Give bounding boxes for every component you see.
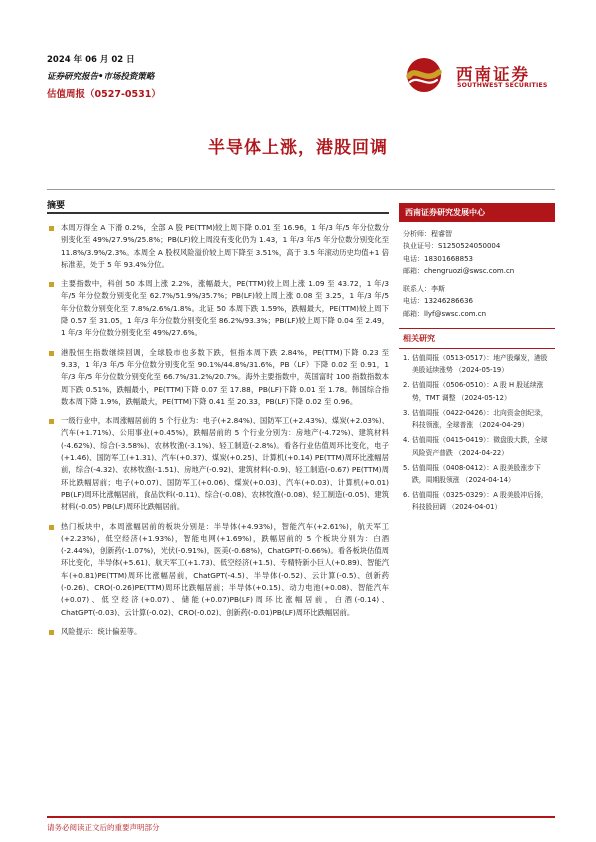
research-center-heading: 西南证券研究发展中心 xyxy=(399,203,555,222)
item-text: 估值周报（0408-0412）：A 股美股涨步下跌，周期股领涨 （2024-04-14） xyxy=(412,463,541,484)
item-text: 估值周报（0506-0510）：A 股 H 股延续涨势，TMT 调整 （2024-05-12） xyxy=(412,381,544,402)
abstract-underline xyxy=(47,212,389,214)
item-text: 估值周报（0415-0419）：微盘股大跌，全球风险资产普跌 （2024-04-22） xyxy=(412,436,548,457)
email-label: 邮箱： xyxy=(403,309,424,318)
cert-row xyxy=(403,240,551,252)
analyst-phone: 18301668853 xyxy=(424,254,473,263)
summary-text: 港股恒生指数继续回调，全球股市也多数下跌，恒指本周下跌 2.84%，PE(TTM)下降 0.23 至 9.33，1 年/3 年/5 年分位数分别变化至 90.1%/44.8%/31.6%，PB（LF）下降 0.02 至 0.91，1 年/3 年/5 年分位数分别变化至 66.7%/31.2%/20.7%。海外主要指数中，英国富时 100 指数指数本周下跌 0.51%，跌幅最小，PE(TTM)下降 0.07 至 17.88，PB(LF)下降 0.01 至 1.78。韩国综合指数本周下降 1.9%，跌幅最大，PE(TTM)下降 0.41 至 20.33，PB(LF)下降 0.02 至 0.96。 xyxy=(61,347,389,406)
analyst-email[interactable]: chengruozi@swsc.com.cn xyxy=(424,266,515,275)
summary-item xyxy=(47,222,389,271)
contact-email[interactable]: llyf@swsc.com.cn xyxy=(424,309,487,318)
analyst-email-row xyxy=(403,265,551,277)
company-logo xyxy=(404,55,564,95)
summary-item xyxy=(47,521,389,619)
footer-disclaimer: 请务必阅读正文后的重要声明部分 xyxy=(47,823,160,832)
analyst-info xyxy=(399,222,555,322)
logo-text-en: SOUTHWEST SECURITIES xyxy=(457,82,548,89)
summary-item xyxy=(47,626,389,638)
analyst-label: 分析师： xyxy=(403,230,431,238)
summary-item xyxy=(47,347,389,408)
contact-email-row xyxy=(403,308,551,320)
item-text: 估值周报（0325-0329）：A 股美股冲后扬，科技股回调 （2024-04-01） xyxy=(412,491,548,512)
contact-name: 李斯 xyxy=(431,285,445,294)
sidebar xyxy=(399,203,555,517)
related-research-list xyxy=(399,349,555,513)
email-label: 邮箱： xyxy=(403,266,424,275)
page-title: 半导体上涨，港股回调 xyxy=(208,138,388,158)
summary-item xyxy=(47,278,389,339)
contact-row xyxy=(403,283,551,295)
item-text: 估值周报（0422-0426）：北向资金创纪录，科技领涨，全球普涨 （2024-04-29） xyxy=(412,408,548,430)
related-research-item[interactable] xyxy=(403,352,551,376)
summary-text: 主要指数中，科创 50 本周上涨 2.2%，涨幅最大，PE(TTM)较上周上涨 1.09 至 43.72，1 年/3 年/5 年分位数分别变化至 62.7%/51.9%/35.7%；PB(LF)较上周上涨 0.08 至 3.25，1 年/3 年/5 年分位数分别变化至 7.8%/2.6%/1.8%。北证 50 本周下跌 1.59%，跌幅最大，PE(TTM)较上周下降 0.57 至 31.05，1 年/3 年分位数分别变化至 86.2%/93.3%；PB(LF)较上周下降 0.04 至 2.49，1 年/3 年分位数分别变化至 49%/27.6%。 xyxy=(61,279,389,338)
phone-label: 电话： xyxy=(403,254,424,263)
analyst-row xyxy=(403,228,551,240)
analyst-name: 程睿智 xyxy=(431,230,452,238)
item-number: 2. xyxy=(403,381,410,390)
bullet-square-icon xyxy=(49,630,54,635)
bullet-square-icon xyxy=(49,282,54,287)
contact-label: 联系人： xyxy=(403,285,431,294)
footer-divider xyxy=(47,816,555,818)
title-divider xyxy=(47,189,555,190)
contact-phone-row xyxy=(403,295,551,307)
related-research-item[interactable] xyxy=(403,489,551,513)
item-number: 4. xyxy=(403,436,410,445)
related-research-heading: 相关研究 xyxy=(399,328,555,349)
related-research-item[interactable] xyxy=(403,434,551,458)
related-research-item[interactable] xyxy=(403,462,551,486)
summary-list xyxy=(47,222,389,645)
abstract-heading: 摘要 xyxy=(47,201,66,211)
logo-mark-icon xyxy=(404,55,444,95)
item-number: 5. xyxy=(403,463,410,472)
phone-label: 电话： xyxy=(403,297,424,306)
report-type: 证券研究报告•市场投资策略 xyxy=(47,72,155,82)
contact-phone: 13246286636 xyxy=(424,297,473,306)
logo-text-cn: 西南证券 xyxy=(456,65,530,84)
summary-text: 热门板块中，本周涨幅居前的板块分别是：半导体(+4.93%)，智能汽车(+2.61%)，航天军工(+2.23%)，低空经济(+1.93%)，智能电网(+1.69%)，跌幅居前的 5 个板块分别为：白酒(-2.44%)，创新药(-1.07%)，光伏(-0.91%)，医美(-0.68%)，ChatGPT(-0.66%)。看各板块估值周环比变化，半导体(+5.61)、航天军工(+1.73)、低空经济(+1.5)、专精特新小巨人(+0.89)、智能汽车(+0.81)PE(TTM)周环比涨幅居前，ChatGPT(-4.5)、半导体(-0.52)、云计算(-0.5)、创新药(-0.26)、CRO(-0.26)PE(TTM)周环比跌幅居前；半导体(+0.15)、动力电池(+0.08)、智能汽车(+0.07)、低空经济(+0.07)、储能(+0.07)PB(LF)周环比涨幅居前，白酒(-0.14)、ChatGPT(-0.03)、云计算(-0.02)、CRO(-0.02)、创新药(-0.01)PB(LF)周环比跌幅居前。 xyxy=(61,521,389,617)
summary-text: 风险提示：统计偏差等。 xyxy=(61,626,142,636)
bullet-square-icon xyxy=(49,351,54,356)
item-text: 估值周报（0513-0517）：地产股爆发，港股美股延续涨势 （2024-05-19） xyxy=(412,354,548,375)
item-number: 6. xyxy=(403,491,410,500)
related-research-item[interactable] xyxy=(403,407,551,431)
report-date: 2024 年 06 月 02 日 xyxy=(47,55,135,65)
weekly-label: 估值周报（0527-0531） xyxy=(47,89,161,100)
item-number: 3. xyxy=(403,408,410,417)
item-number: 1. xyxy=(403,354,410,363)
cert-label: 执业证号： xyxy=(403,242,438,251)
bullet-square-icon xyxy=(49,226,54,231)
summary-text: 一级行业中，本周涨幅居前的 5 个行业为：电子(+2.84%)、国防军工(+2.43%)、煤炭(+2.03%)、汽车(+1.71%)、公用事业(+0.45%)，跌幅居前的 5 个行业分别为：房地产(-4.72%)、建筑材料(-4.62%)、综合(-3.58%)、农林牧渔(-3.1%)、轻工制造(-2.8%)。看各行业估值周环比变化，电子(+1.46)、国防军工(+1.31)、汽车(+0.37)、煤炭(+0.25)、计算机(+0.14) PE(TTM)周环比涨幅居前，综合(-4.32)、农林牧渔(-1.51)、房地产(-0.92)、建筑材料(-0.9)、轻工制造(-0.67) PE(TTM)周环比跌幅居前；电子(+0.07)、国防军工(+0.06)、煤炭(+0.03)、汽车(+0.03)、计算机(+0.01) PB(LF)周环比涨幅居前，食品饮料(-0.11)、综合(-0.08)、农林牧渔(-0.08)、轻工制造(-0.05)、建筑材料(-0.05) PB(LF)周环比跌幅居前。 xyxy=(61,416,389,512)
bullet-square-icon xyxy=(49,419,54,424)
related-research-item[interactable] xyxy=(403,379,551,403)
bullet-square-icon xyxy=(49,525,54,530)
analyst-phone-row xyxy=(403,253,551,265)
summary-text: 本周万得全 A 下滑 0.2%，全部 A 股 PE(TTM)较上周下降 0.01 至 16.96，1 年/3 年/5 年分位数分别变化至 49%/27.9%/25.8%；PB(LF)较上周没有变化仍为 1.43，1 年/3 年/5 年分位数分别变化至 11.8%/3.9%/2.3%。本周全 A 股权风险溢价较上周下降至 3.51%，高于 3.5 年滚动历史均值+1 倍标准差，处于 5 年 93.4%分位。 xyxy=(61,223,389,269)
summary-item xyxy=(47,415,389,513)
cert-number: S1250524050004 xyxy=(438,242,501,251)
